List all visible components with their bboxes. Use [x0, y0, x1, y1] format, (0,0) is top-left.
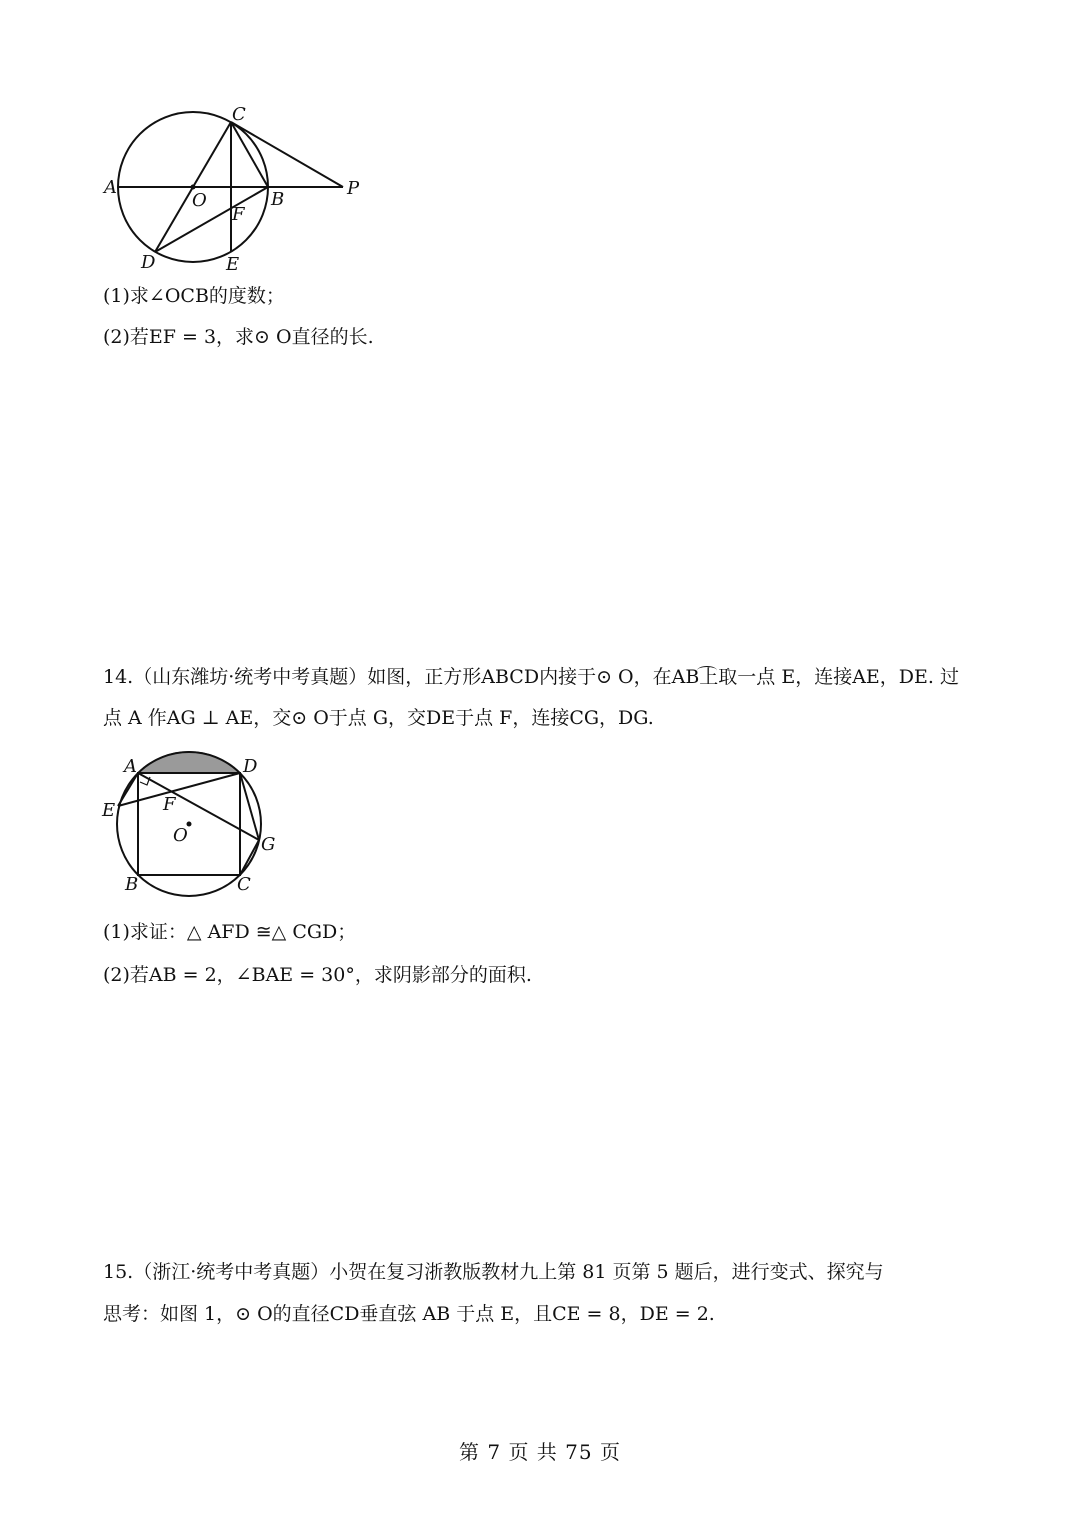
- q13-part1: (1)求∠OCB的度数；: [103, 285, 285, 307]
- label-d-1: D: [141, 252, 156, 273]
- q14-part2: (2)若AB = 2，∠BAE = 30°，求阴影部分的面积.: [103, 964, 532, 986]
- q14-line2: 点 A 作AG ⊥ AE，交⊙ O于点 G，交DE于点 F，连接CG，DG.: [103, 707, 654, 729]
- label-a-1: A: [104, 177, 117, 198]
- line-cg: [240, 840, 259, 875]
- label-g-2: G: [261, 834, 276, 855]
- label-c-1: C: [232, 104, 246, 125]
- label-p-1: P: [347, 178, 360, 199]
- line-de: [118, 773, 240, 806]
- q15-line1: 15.（浙江·统考中考真题）小贺在复习浙教版教材九上第 81 页第 5 题后，进行变式、探究与: [103, 1261, 884, 1283]
- label-o-2: O: [173, 825, 188, 846]
- label-c-2: C: [237, 874, 251, 895]
- label-b-2: B: [125, 874, 139, 895]
- q14-line1-text: 14.（山东潍坊·统考中考真题）如图，正方形ABCD内接于⊙ O，在AB上取一点 E，连接AE，DE. 过: [103, 666, 959, 688]
- label-f-1: F: [232, 204, 245, 225]
- q15-line2: 思考：如图 1，⊙ O的直径CD垂直弦 AB 于点 E，且CE = 8，DE = 2.: [103, 1303, 715, 1325]
- label-b-1: B: [271, 189, 285, 210]
- label-d-2: D: [243, 756, 258, 777]
- q13-part2: (2)若EF = 3，求⊙ O直径的长.: [103, 326, 374, 348]
- label-f-2: F: [163, 794, 176, 815]
- q14-part1: (1)求证：△ AFD ≅△ CGD；: [103, 921, 357, 943]
- label-e-2: E: [102, 800, 116, 821]
- label-e-1: E: [226, 254, 240, 275]
- label-o-1: O: [192, 190, 207, 211]
- page-footer: 第 7 页 共 75 页: [459, 1440, 621, 1464]
- label-a-2: A: [124, 756, 137, 777]
